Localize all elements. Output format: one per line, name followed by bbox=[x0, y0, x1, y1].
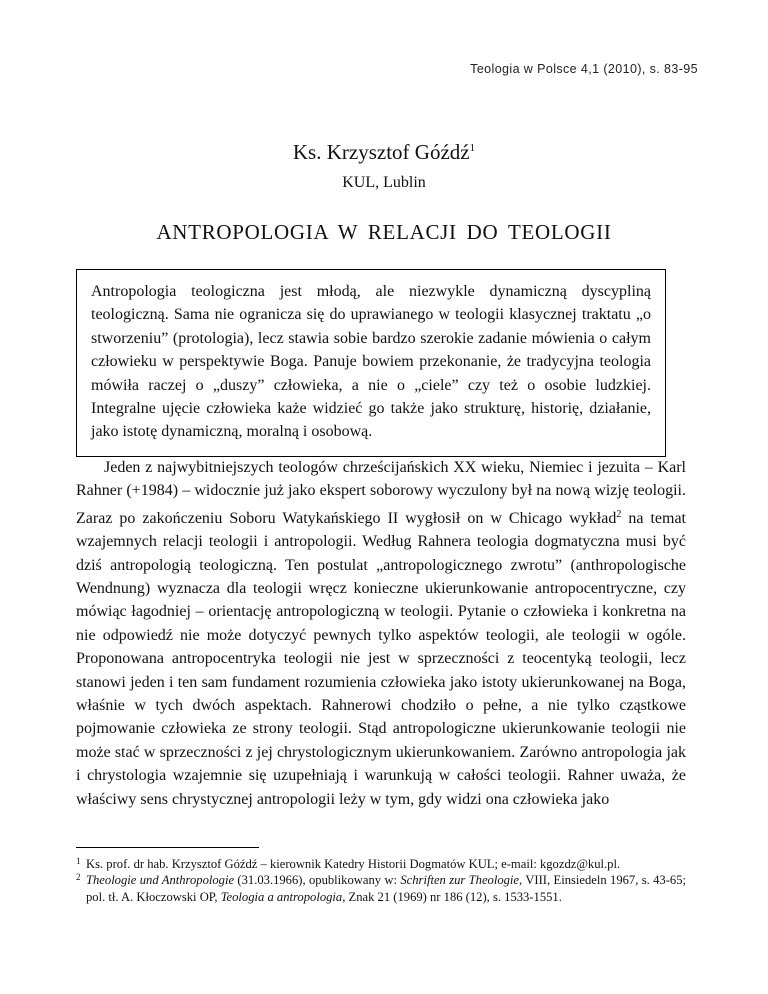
footnotes bbox=[76, 856, 686, 905]
author-footnote-mark[interactable]: 1 bbox=[469, 142, 476, 154]
abstract-box: Antropologia teologiczna jest młodą, ale niezwykle dynamiczną dyscypliną teologiczną. Sama nie ogranicza się do uprawianego w teologii klasycznej traktatu „o stworzeniu” (protologia), lecz stawia sobie bardzo szerokie zadanie mówienia o całym człowieku w perspektywie Boga. Panuje bowiem przekonanie, że tradycyjna teologia mówiła raczej o „duszy” człowieka, a nie o „ciele” czy też o osobie ludzkiej. Integralne ujęcie człowieka każe widzieć go także jako strukturę, historię, działanie, jako istotę dynamiczną, moralną i osobową. bbox=[76, 269, 666, 457]
author-affiliation: KUL, Lublin bbox=[342, 174, 426, 191]
article-title: ANTROPOLOGIA W RELACJI DO TEOLOGII bbox=[156, 220, 612, 244]
body-footnote-mark[interactable]: 2 bbox=[616, 508, 622, 520]
footnote-2-mark: 2 bbox=[76, 872, 81, 883]
footnote-2 bbox=[76, 872, 686, 905]
author-name bbox=[0, 140, 768, 165]
footnote-2-text2: , VIII, Einsiedeln 1967, s. 43-65; pol. tł. A. Kłoczowski OP, bbox=[86, 873, 687, 904]
body-paragraph bbox=[76, 456, 686, 811]
footnote-1-mark: 1 bbox=[76, 856, 81, 866]
footnote-divider bbox=[76, 847, 259, 848]
journal-reference: Teologia w Polsce 4,1 (2010), s. 83-95 bbox=[470, 62, 698, 76]
footnote-2-title2: Schriften zur Theologie bbox=[400, 873, 520, 888]
footnote-2-text3: , Znak 21 (1969) nr 186 (12), s. 1533-1551. bbox=[342, 889, 562, 904]
footnote-2-title3: Teologia a antropologia bbox=[220, 889, 343, 904]
footnote-1 bbox=[76, 856, 686, 872]
body-text-part1: Jeden z najwybitniejszych teologów chrześcijańskich XX wieku, Niemiec i jezuita – Karl Rahner (+1984) – widocznie już jako ekspert soborowy wyczulony był na nową wizję teologii. Zaraz po zakończeniu Soboru Watykańskiego II wygłosił on w Chicago wykład bbox=[76, 459, 686, 527]
footnote-1-text: Ks. prof. dr hab. Krzysztof Góźdź – kierownik Katedry Historii Dogmatów KUL; e-mail: kgozdz@kul.pl. bbox=[86, 857, 621, 871]
body-text-part2: na temat wzajemnych relacji teologii i antropologii. Według Rahnera teologia dogmatyczna musi być dziś antropologią teologiczną. Ten postulat „antropologicznego zwrotu” (anthropologische Wendnung) wyznacza dla teologii wręcz konieczne ukierunkowanie antropocentryczne, czy mówiąc łagodniej – orientację antropologiczną w teologii. Pytanie o człowieka i konkretna na nie odpowiedź nie może dotyczyć pewnych tylko aspektów teologii, ale teologii w ogóle. Proponowana antropocentryka teologii nie jest w sprzeczności z teocentyką teologii, lecz stanowi jeden i ten sam fundament rozumienia człowieka jako istoty ukierunkowanej na Boga, właśnie w tych dwóch aspektach. Rahnerowi chodziło o pełne, a nie tylko cząstkowe pojmowanie człowieka ze strony teologii. Stąd antropologiczne ukierunkowanie teologii nie może stać w sprzeczności z jej chrystologicznym ukierunkowaniem. Zarówno antropologia jak i chrystologia wzajemnie się uzupełniają i warunkują w całości teologii. Rahner uważa, że właściwy sens chrystycznej antropologii leży w tym, gdy widzi ona człowieka jako bbox=[76, 509, 686, 808]
footnote-2-title1: Theologie und Anthropologie bbox=[86, 873, 235, 888]
author-name-text: Ks. Krzysztof Góźdź bbox=[292, 140, 470, 164]
footnote-2-text1: (31.03.1966), opublikowany w: bbox=[234, 873, 401, 888]
